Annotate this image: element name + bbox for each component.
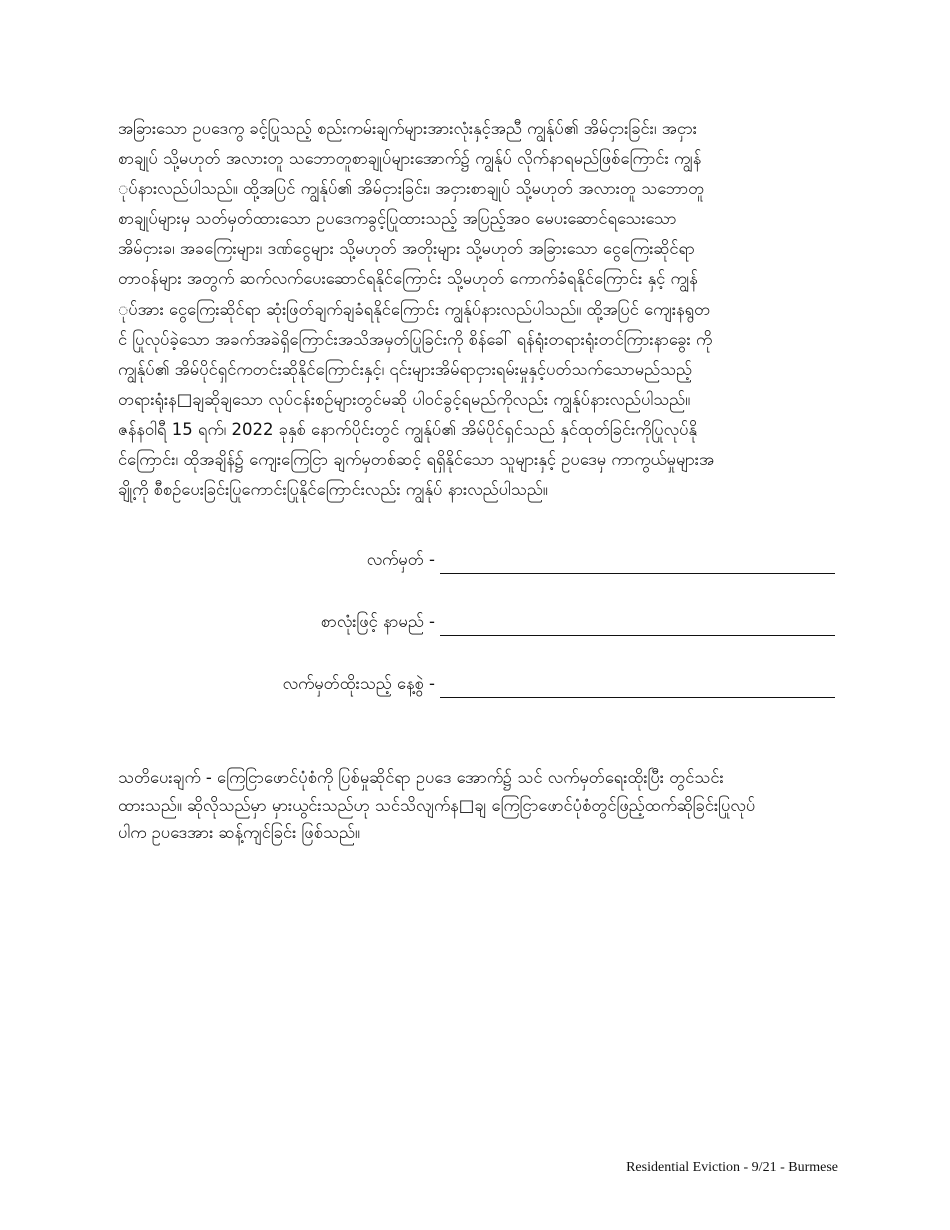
- date-signed-line[interactable]: [440, 697, 835, 698]
- paragraph-line: ဇန်နဝါရီ 15 ရက်၊ 2022 ခုနှစ် နောက်ပိုင်းတွင် ကျွန်ုပ်၏ အိမ်ပိုင်ရှင်သည် နှင်ထုတ်ခြင်းကိုပြုလုပ်နို: [118, 419, 698, 439]
- paragraph-line: အိမ်ငှားခ၊ အခကြေးများ၊ ဒဏ်ငွေများ သို့မဟုတ် အတိုးများ သို့မဟုတ် အခြားသော ငွေကြေးဆိုင်ရာ: [118, 239, 695, 259]
- paragraph-line: ုပ်အား ငွေကြေးဆိုင်ရာ ဆုံးဖြတ်ချက်ချခံရနိုင်ကြောင်း ကျွန်ုပ်နားလည်ပါသည်။ ထို့အပြင် ကျေးနရွတ: [118, 299, 711, 319]
- date-signed-field: [260, 672, 840, 702]
- paragraph-line: င်ကြောင်း၊ ထိုအချိန်၌ ကျေးကြေငြာ ချက်မှတစ်ဆင့် ရရှိနိုင်သော သူများနှင့် ဥပဒေမှ ကာကွယ်မှုများအ: [118, 450, 715, 470]
- paragraph-line: စာချုပ်များမှ သတ်မှတ်ထားသော ဥပဒေကခွင့်ပြုထားသည့် အပြည့်အဝ မေပးဆောင်ရသေးသော: [118, 209, 677, 229]
- paragraph-line: င် ပြုလုပ်ခဲ့သော အခက်အခဲရှိကြောင်းအသိအမှတ်ပြုခြင်းကို စိန်ခေါ် ရန်ရုံးတရားရုံးတင်ကြားနာခွေး ကို: [118, 329, 713, 349]
- note-line: ထားသည်။ ဆိုလိုသည်မှာ မှားယွင်းသည်ဟု သင်သိလျက်န□ချ ကြေငြာဖောင်ပုံစံတွင်ဖြည့်ထက်ဆိုခြင်းပြုလုပ်: [118, 795, 756, 815]
- warning-note: [118, 764, 858, 847]
- paragraph-line: ုပ်နားလည်ပါသည်။ ထို့အပြင် ကျွန်ုပ်၏ အိမ်ငှားခြင်း၊ အငှားစာချုပ် သို့မဟုတ် အလားတူ သဘောတူ: [118, 179, 705, 199]
- note-line: ပါက ဥပဒေအား ဆန့်ကျင်ခြင်း ဖြစ်သည်။: [118, 823, 360, 842]
- note-line: သတိပေးချက် - ကြေငြာဖောင်ပုံစံကို ပြစ်မှုဆိုင်ရာ ဥပဒေ အောက်၌ သင် လက်မှတ်ရေးထိုးပြီး တွင်သင်း: [118, 768, 724, 787]
- printed-name-field: [260, 610, 840, 640]
- signature-label: လက်မှတ် -: [366, 550, 435, 569]
- paragraph-line: ချို့ကို စီစဉ်ပေးခြင်းပြုကောင်းပြုနိုင်ကြောင်းလည်း ကျွန်ုပ် နားလည်ပါသည်။: [118, 480, 548, 500]
- paragraph-line: စာချုပ် သို့မဟုတ် အလားတူ သဘောတူစာချုပ်များအောက်၌ ကျွန်ုပ် လိုက်နာရမည်ဖြစ်ကြောင်း ကျွန်: [118, 149, 702, 169]
- date-signed-label: လက်မှတ်ထိုးသည့် နေ့စွဲ -: [282, 674, 435, 693]
- signature-line[interactable]: [440, 573, 835, 574]
- signature-field: [260, 548, 840, 578]
- paragraph-line: အခြားသော ဥပဒေကွ ခင့်ပြုသည့် စည်းကမ်းချက်များအားလုံးနှင့်အညီ ကျွန်ုပ်၏ အိမ်ငှားခြင်း၊ အငှား: [118, 119, 697, 138]
- printed-name-line[interactable]: [440, 635, 835, 636]
- paragraph-line: ကျွန်ုပ်၏ အိမ်ပိုင်ရှင်ကတင်းဆိုနိုင်ကြောင်းနှင့်၊ ၎င်းများအိမ်ရာငှားရမ်းမှုနှင့်ပတ်သက်သောမည်သည့်: [118, 359, 692, 379]
- page-footer: Residential Eviction - 9/21 - Burmese: [626, 1160, 838, 1175]
- declaration-paragraph: [118, 114, 858, 505]
- paragraph-line: တရားရုံးန□ချဆိုချသော လုပ်ငန်းစဉ်များတွင်မဆို ပါဝင်ခွင့်ရမည်ကိုလည်း ကျွန်ုပ်နားလည်ပါသည်။: [118, 389, 691, 409]
- paragraph-line: တာဝန်များ အတွက် ဆက်လက်ပေးဆောင်ရနိုင်ကြောင်း သို့မဟုတ် ကောက်ခံရနိုင်ကြောင်း နှင့် ကျွန်: [118, 269, 698, 289]
- printed-name-label: စာလုံးဖြင့် နာမည် -: [320, 612, 435, 631]
